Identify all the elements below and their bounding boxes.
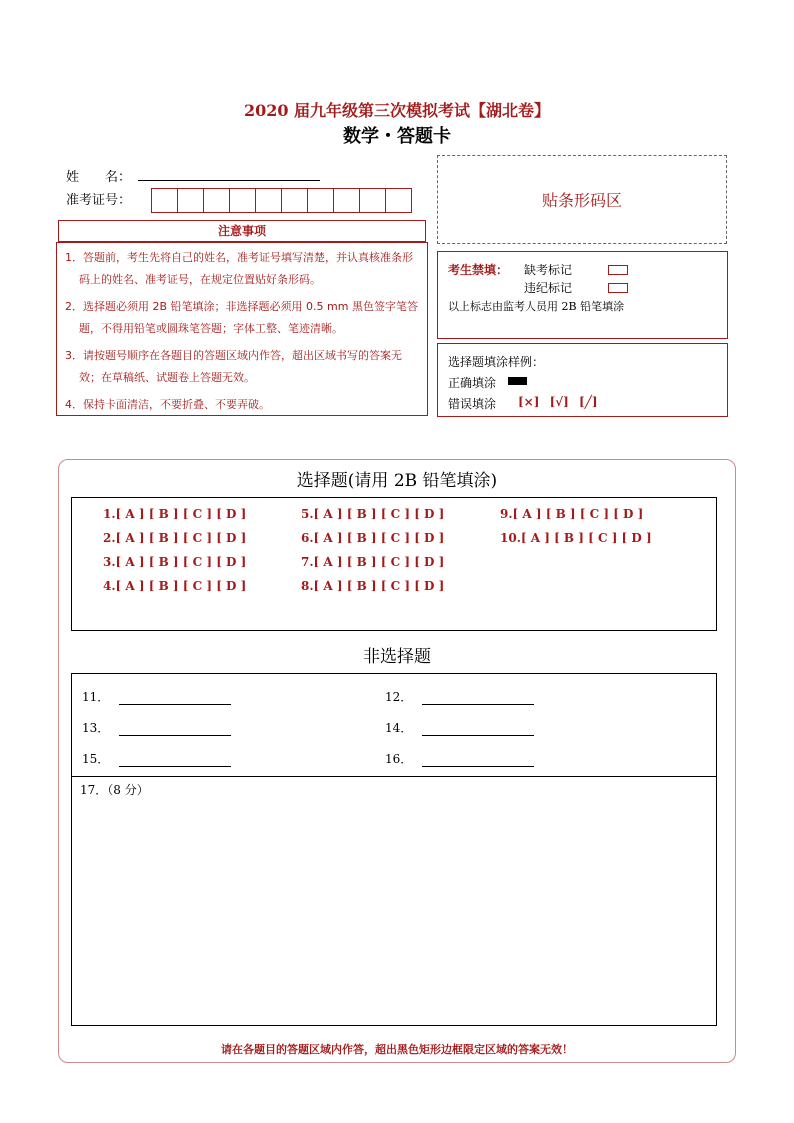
mc-question-6[interactable]: 6.[ A ] [ B ] [ C ] [ D ]	[301, 531, 445, 545]
question-17-label: 17．（8 分）	[80, 783, 149, 797]
fill-sample-box	[437, 343, 728, 417]
fill-question-16[interactable]	[385, 750, 534, 767]
forbid-box	[437, 251, 728, 339]
non-multiple-choice-title: 非选择题	[363, 647, 431, 667]
footer-warning: 请在各题目的答题区域内作答，超出黑色矩形边框限定区域的答案无效！	[221, 1043, 573, 1056]
notice-item-4: 4．保持卡面清洁，不要折叠、不要弄破。	[65, 398, 270, 411]
id-digit-box[interactable]	[178, 189, 204, 212]
answer-line[interactable]	[422, 692, 534, 705]
answer-line[interactable]	[119, 723, 231, 736]
mc-question-3[interactable]: 3.[ A ] [ B ] [ C ] [ D ]	[103, 555, 247, 569]
fill-number: 13．	[82, 721, 110, 735]
notice-item-2: 2．选择题必须用 2B 铅笔填涂；非选择题必须用 0.5 mm 黑色签字笔答题，不得用铅笔或圆珠笔答题；字体工整、笔迹清晰。	[65, 300, 418, 335]
mc-question-10[interactable]: 10.[ A ] [ B ] [ C ] [ D ]	[500, 531, 652, 545]
wrong-fill-samples: [×] [√] [╱]	[518, 395, 598, 409]
fill-question-15[interactable]	[82, 750, 231, 767]
fill-question-12[interactable]	[385, 688, 534, 705]
mc-question-1[interactable]: 1.[ A ] [ B ] [ C ] [ D ]	[103, 507, 247, 521]
fill-question-11[interactable]	[82, 688, 231, 705]
fill-number: 12．	[385, 690, 413, 704]
barcode-label: 贴条形码区	[541, 191, 622, 210]
violation-mark-box[interactable]	[608, 283, 628, 293]
barcode-area	[437, 155, 727, 244]
violation-label: 违纪标记	[524, 281, 573, 295]
mc-question-2[interactable]: 2.[ A ] [ B ] [ C ] [ D ]	[103, 531, 247, 545]
id-digit-box[interactable]	[334, 189, 360, 212]
question-17-answer-area[interactable]	[71, 776, 717, 1026]
notice-item-3: 3．请按题号顺序在各题目的答题区域内作答，超出区域书写的答案无效；在草稿纸、试题卷上答题无效。	[65, 349, 402, 384]
fill-number: 16．	[385, 752, 413, 766]
name-label: 姓 名：	[66, 170, 132, 185]
mc-question-4[interactable]: 4.[ A ] [ B ] [ C ] [ D ]	[103, 579, 247, 593]
multiple-choice-title: 选择题(请用 2B 铅笔填涂)	[296, 471, 498, 491]
answer-line[interactable]	[422, 754, 534, 767]
correct-fill-label: 正确填涂	[448, 376, 497, 390]
id-digit-box[interactable]	[282, 189, 308, 212]
notice-box	[56, 242, 428, 416]
mc-question-8[interactable]: 8.[ A ] [ B ] [ C ] [ D ]	[301, 579, 445, 593]
id-digit-box[interactable]	[204, 189, 230, 212]
missing-mark-box[interactable]	[608, 265, 628, 275]
card-subtitle: 数学・答题卡	[343, 126, 451, 147]
id-digit-box[interactable]	[386, 189, 411, 212]
id-digit-box[interactable]	[230, 189, 256, 212]
exam-id-boxes[interactable]	[151, 188, 412, 213]
forbid-note: 以上标志由监考人员用 2B 铅笔填涂	[448, 300, 625, 313]
exam-title: 2020 届九年级第三次模拟考试【湖北卷】	[243, 101, 551, 120]
sample-title: 选择题填涂样例：	[448, 355, 545, 369]
missing-label: 缺考标记	[524, 263, 573, 277]
fill-number: 14．	[385, 721, 413, 735]
fill-number: 11．	[82, 690, 110, 704]
fill-question-13[interactable]	[82, 719, 231, 736]
notice-title: 注意事项	[58, 220, 426, 242]
mc-question-5[interactable]: 5.[ A ] [ B ] [ C ] [ D ]	[301, 507, 445, 521]
answer-line[interactable]	[119, 692, 231, 705]
correct-fill-sample	[508, 377, 527, 385]
answer-line[interactable]	[422, 723, 534, 736]
id-label: 准考证号：	[66, 193, 132, 208]
fill-question-14[interactable]	[385, 719, 534, 736]
answer-line[interactable]	[119, 754, 231, 767]
mc-question-7[interactable]: 7.[ A ] [ B ] [ C ] [ D ]	[301, 555, 445, 569]
notice-item-1: 1．答题前，考生先将自己的姓名，准考证号填写清楚，并认真核准条形码上的姓名、准考证号，在规定位置贴好条形码。	[65, 251, 413, 286]
wrong-fill-label: 错误填涂	[448, 397, 497, 411]
id-digit-box[interactable]	[360, 189, 386, 212]
id-digit-box[interactable]	[152, 189, 178, 212]
id-digit-box[interactable]	[256, 189, 282, 212]
mc-question-9[interactable]: 9.[ A ] [ B ] [ C ] [ D ]	[500, 507, 644, 521]
name-field[interactable]	[138, 180, 320, 181]
id-digit-box[interactable]	[308, 189, 334, 212]
fill-number: 15．	[82, 752, 110, 766]
forbid-title: 考生禁填：	[448, 263, 509, 277]
